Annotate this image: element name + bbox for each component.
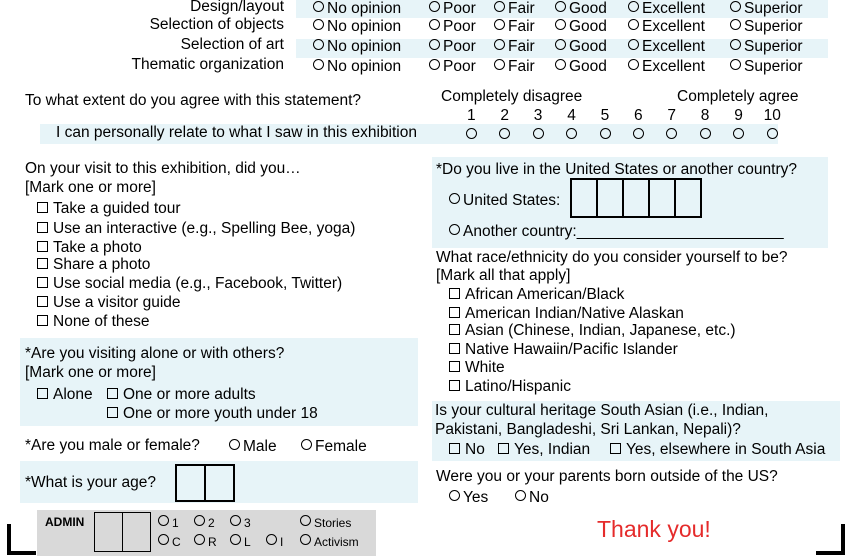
- rating-option[interactable]: Superior: [730, 0, 803, 18]
- admin-option[interactable]: L: [230, 534, 251, 549]
- radio-icon: [449, 224, 460, 235]
- radio-icon: [301, 439, 312, 450]
- checkbox-icon: [107, 388, 118, 399]
- alone-option-adults[interactable]: One or more adults: [107, 386, 256, 404]
- radio-icon: [266, 534, 277, 545]
- admin-option[interactable]: 1: [158, 515, 179, 530]
- alone-option-alone[interactable]: Alone: [37, 386, 93, 404]
- country-question: *Do you live in the United States or another country?: [436, 161, 798, 178]
- rating-option[interactable]: Good: [555, 18, 607, 36]
- checkbox-icon: [107, 407, 118, 418]
- rating-row-label: Design/layout: [190, 0, 284, 15]
- checkbox-icon: [37, 315, 48, 326]
- race-option[interactable]: Asian (Chinese, Indian, Japanese, etc.): [449, 322, 736, 340]
- us-zip-boxes[interactable]: [570, 178, 702, 218]
- radio-icon: [628, 59, 639, 70]
- rating-option[interactable]: No opinion: [313, 58, 401, 76]
- race-option[interactable]: African American/Black: [449, 286, 624, 304]
- heritage-question-line1: Is your cultural heritage South Asian (i.e., Indian,: [435, 402, 769, 419]
- radio-icon: [730, 19, 741, 30]
- agree-high-label: Completely agree: [677, 88, 799, 105]
- radio-icon: [494, 1, 505, 12]
- rating-option[interactable]: No opinion: [313, 38, 401, 56]
- agree-question: To what extent do you agree with this statement?: [25, 92, 362, 109]
- radio-icon: [449, 193, 460, 204]
- checkbox-icon: [37, 258, 48, 269]
- rating-option[interactable]: Fair: [494, 38, 535, 56]
- gender-option-male[interactable]: Male: [229, 438, 277, 456]
- radio-icon: [313, 1, 324, 12]
- radio-icon: [555, 59, 566, 70]
- admin-input-boxes[interactable]: [94, 512, 151, 552]
- checkbox-icon: [37, 388, 48, 399]
- radio-icon: [429, 59, 440, 70]
- radio-icon: [730, 59, 741, 70]
- radio-icon: [313, 39, 324, 50]
- corner-mark-right-icon: [814, 522, 846, 556]
- radio-icon: [555, 1, 566, 12]
- checkbox-icon: [449, 380, 460, 391]
- radio-icon: [449, 490, 460, 501]
- born-question: Were you or your parents born outside of the US?: [436, 468, 778, 485]
- gender-option-female[interactable]: Female: [301, 438, 367, 456]
- radio-icon: [494, 39, 505, 50]
- rating-option[interactable]: Good: [555, 58, 607, 76]
- rating-option[interactable]: Good: [555, 38, 607, 56]
- radio-icon: [628, 39, 639, 50]
- agree-number: 5: [600, 107, 610, 124]
- rating-option[interactable]: Superior: [730, 38, 803, 56]
- rating-option[interactable]: Excellent: [628, 58, 705, 76]
- checkbox-icon: [498, 443, 509, 454]
- checkbox-icon: [449, 361, 460, 372]
- agree-number: 8: [700, 107, 710, 124]
- alone-instruction: [Mark one or more]: [25, 364, 156, 381]
- country-option-other[interactable]: Another country:________________________: [449, 223, 784, 241]
- visit-option[interactable]: Use social media (e.g., Facebook, Twitter): [37, 275, 342, 293]
- radio-icon: [730, 1, 741, 12]
- admin-option-stories[interactable]: Stories: [300, 515, 351, 530]
- agree-radio-icon[interactable]: [600, 128, 611, 139]
- radio-icon: [230, 515, 241, 526]
- agree-radio-icon[interactable]: [767, 128, 778, 139]
- race-instruction: [Mark all that apply]: [436, 267, 571, 284]
- agree-number: 7: [667, 107, 677, 124]
- visit-option[interactable]: Use a visitor guide: [37, 294, 181, 312]
- rating-option[interactable]: Poor: [429, 0, 476, 18]
- race-option[interactable]: White: [449, 359, 505, 377]
- agree-number: 2: [500, 107, 510, 124]
- agree-radio-icon[interactable]: [700, 128, 711, 139]
- rating-option[interactable]: Poor: [429, 18, 476, 36]
- radio-icon: [555, 19, 566, 30]
- heritage-option-yes-indian[interactable]: Yes, Indian: [498, 441, 590, 459]
- checkbox-icon: [449, 443, 460, 454]
- agree-radio-icon[interactable]: [466, 128, 477, 139]
- rating-option[interactable]: Fair: [494, 18, 535, 36]
- radio-icon: [429, 1, 440, 12]
- rating-option[interactable]: Fair: [494, 0, 535, 18]
- race-option[interactable]: Native Hawaiin/Pacific Islander: [449, 341, 678, 359]
- rating-row-label: Selection of objects: [149, 16, 284, 33]
- age-input-boxes[interactable]: [175, 464, 235, 502]
- rating-option[interactable]: Good: [555, 0, 607, 18]
- checkbox-icon: [37, 296, 48, 307]
- rating-option[interactable]: No opinion: [313, 0, 401, 18]
- race-question: What race/ethnicity do you consider yourself to be?: [436, 249, 788, 266]
- radio-icon: [158, 515, 169, 526]
- admin-option-activism[interactable]: Activism: [300, 534, 359, 549]
- radio-icon: [158, 534, 169, 545]
- visit-option[interactable]: Take a photo: [37, 239, 142, 257]
- rating-option[interactable]: Excellent: [628, 0, 705, 18]
- heritage-option-no[interactable]: No: [449, 441, 485, 459]
- checkbox-icon: [449, 324, 460, 335]
- alone-option-youth[interactable]: One or more youth under 18: [107, 405, 318, 423]
- heritage-option-yes-elsewhere[interactable]: Yes, elsewhere in South Asia: [610, 441, 825, 459]
- radio-icon: [628, 1, 639, 12]
- corner-mark-left-icon: [6, 522, 38, 556]
- radio-icon: [515, 490, 526, 501]
- rating-option[interactable]: Excellent: [628, 18, 705, 36]
- admin-option[interactable]: R: [194, 534, 217, 549]
- heritage-question-line2: Pakistani, Bangladeshi, Sri Lankan, Nepali)?: [435, 421, 741, 438]
- checkbox-icon: [610, 443, 621, 454]
- radio-icon: [194, 534, 205, 545]
- agree-number: 10: [763, 107, 781, 124]
- agree-statement: I can personally relate to what I saw in this exhibition: [56, 124, 417, 141]
- visit-option[interactable]: None of these: [37, 313, 150, 331]
- rating-option[interactable]: Poor: [429, 38, 476, 56]
- age-question: *What is your age?: [25, 474, 156, 491]
- rating-option[interactable]: Superior: [730, 58, 803, 76]
- rating-option[interactable]: No opinion: [313, 18, 401, 36]
- checkbox-icon: [37, 222, 48, 233]
- agree-number: 6: [634, 107, 643, 124]
- rating-option[interactable]: Superior: [730, 18, 803, 36]
- checkbox-icon: [37, 202, 48, 213]
- checkbox-icon: [37, 241, 48, 252]
- visit-option[interactable]: Share a photo: [37, 256, 150, 274]
- radio-icon: [429, 39, 440, 50]
- radio-icon: [555, 39, 566, 50]
- rating-row-label: Selection of art: [180, 36, 284, 53]
- rating-option[interactable]: Fair: [494, 58, 535, 76]
- checkbox-icon: [37, 277, 48, 288]
- checkbox-icon: [449, 307, 460, 318]
- agree-number: 4: [567, 107, 576, 124]
- radio-icon: [494, 19, 505, 30]
- rating-option[interactable]: Excellent: [628, 38, 705, 56]
- race-option[interactable]: American Indian/Native Alaskan: [449, 305, 684, 323]
- radio-icon: [194, 515, 205, 526]
- radio-icon: [313, 59, 324, 70]
- admin-option[interactable]: C: [158, 534, 181, 549]
- radio-icon: [313, 19, 324, 30]
- rating-row-label: Thematic organization: [131, 56, 284, 73]
- agree-radio-icon[interactable]: [633, 128, 644, 139]
- born-option-yes[interactable]: Yes: [449, 489, 488, 507]
- race-option[interactable]: Latino/Hispanic: [449, 378, 571, 396]
- alone-question: *Are you visiting alone or with others?: [25, 345, 285, 362]
- country-option-us[interactable]: United States:: [449, 192, 560, 210]
- visit-option[interactable]: Use an interactive (e.g., Spelling Bee, yoga): [37, 220, 355, 238]
- agree-number: 9: [734, 107, 743, 124]
- rating-option[interactable]: Poor: [429, 58, 476, 76]
- radio-icon: [230, 534, 241, 545]
- radio-icon: [300, 515, 311, 526]
- admin-option[interactable]: I: [266, 534, 283, 549]
- radio-icon: [494, 59, 505, 70]
- agree-low-label: Completely disagree: [441, 88, 583, 105]
- radio-icon: [300, 534, 311, 545]
- radio-icon: [229, 439, 240, 450]
- admin-option[interactable]: 3: [230, 515, 251, 530]
- visit-instruction: [Mark one or more]: [25, 179, 156, 196]
- checkbox-icon: [449, 343, 460, 354]
- radio-icon: [429, 19, 440, 30]
- radio-icon: [730, 39, 741, 50]
- radio-icon: [628, 19, 639, 30]
- admin-label: ADMIN: [45, 515, 85, 529]
- thank-you-text: Thank you!: [597, 516, 711, 542]
- agree-radio-icon[interactable]: [533, 128, 544, 139]
- gender-question: *Are you male or female?: [25, 437, 200, 454]
- born-option-no[interactable]: No: [515, 489, 549, 507]
- admin-option[interactable]: 2: [194, 515, 215, 530]
- agree-number: 1: [467, 107, 476, 124]
- checkbox-icon: [449, 288, 460, 299]
- visit-option[interactable]: Take a guided tour: [37, 200, 181, 218]
- visit-question: On your visit to this exhibition, did you…: [25, 160, 301, 177]
- agree-number: 3: [533, 107, 543, 124]
